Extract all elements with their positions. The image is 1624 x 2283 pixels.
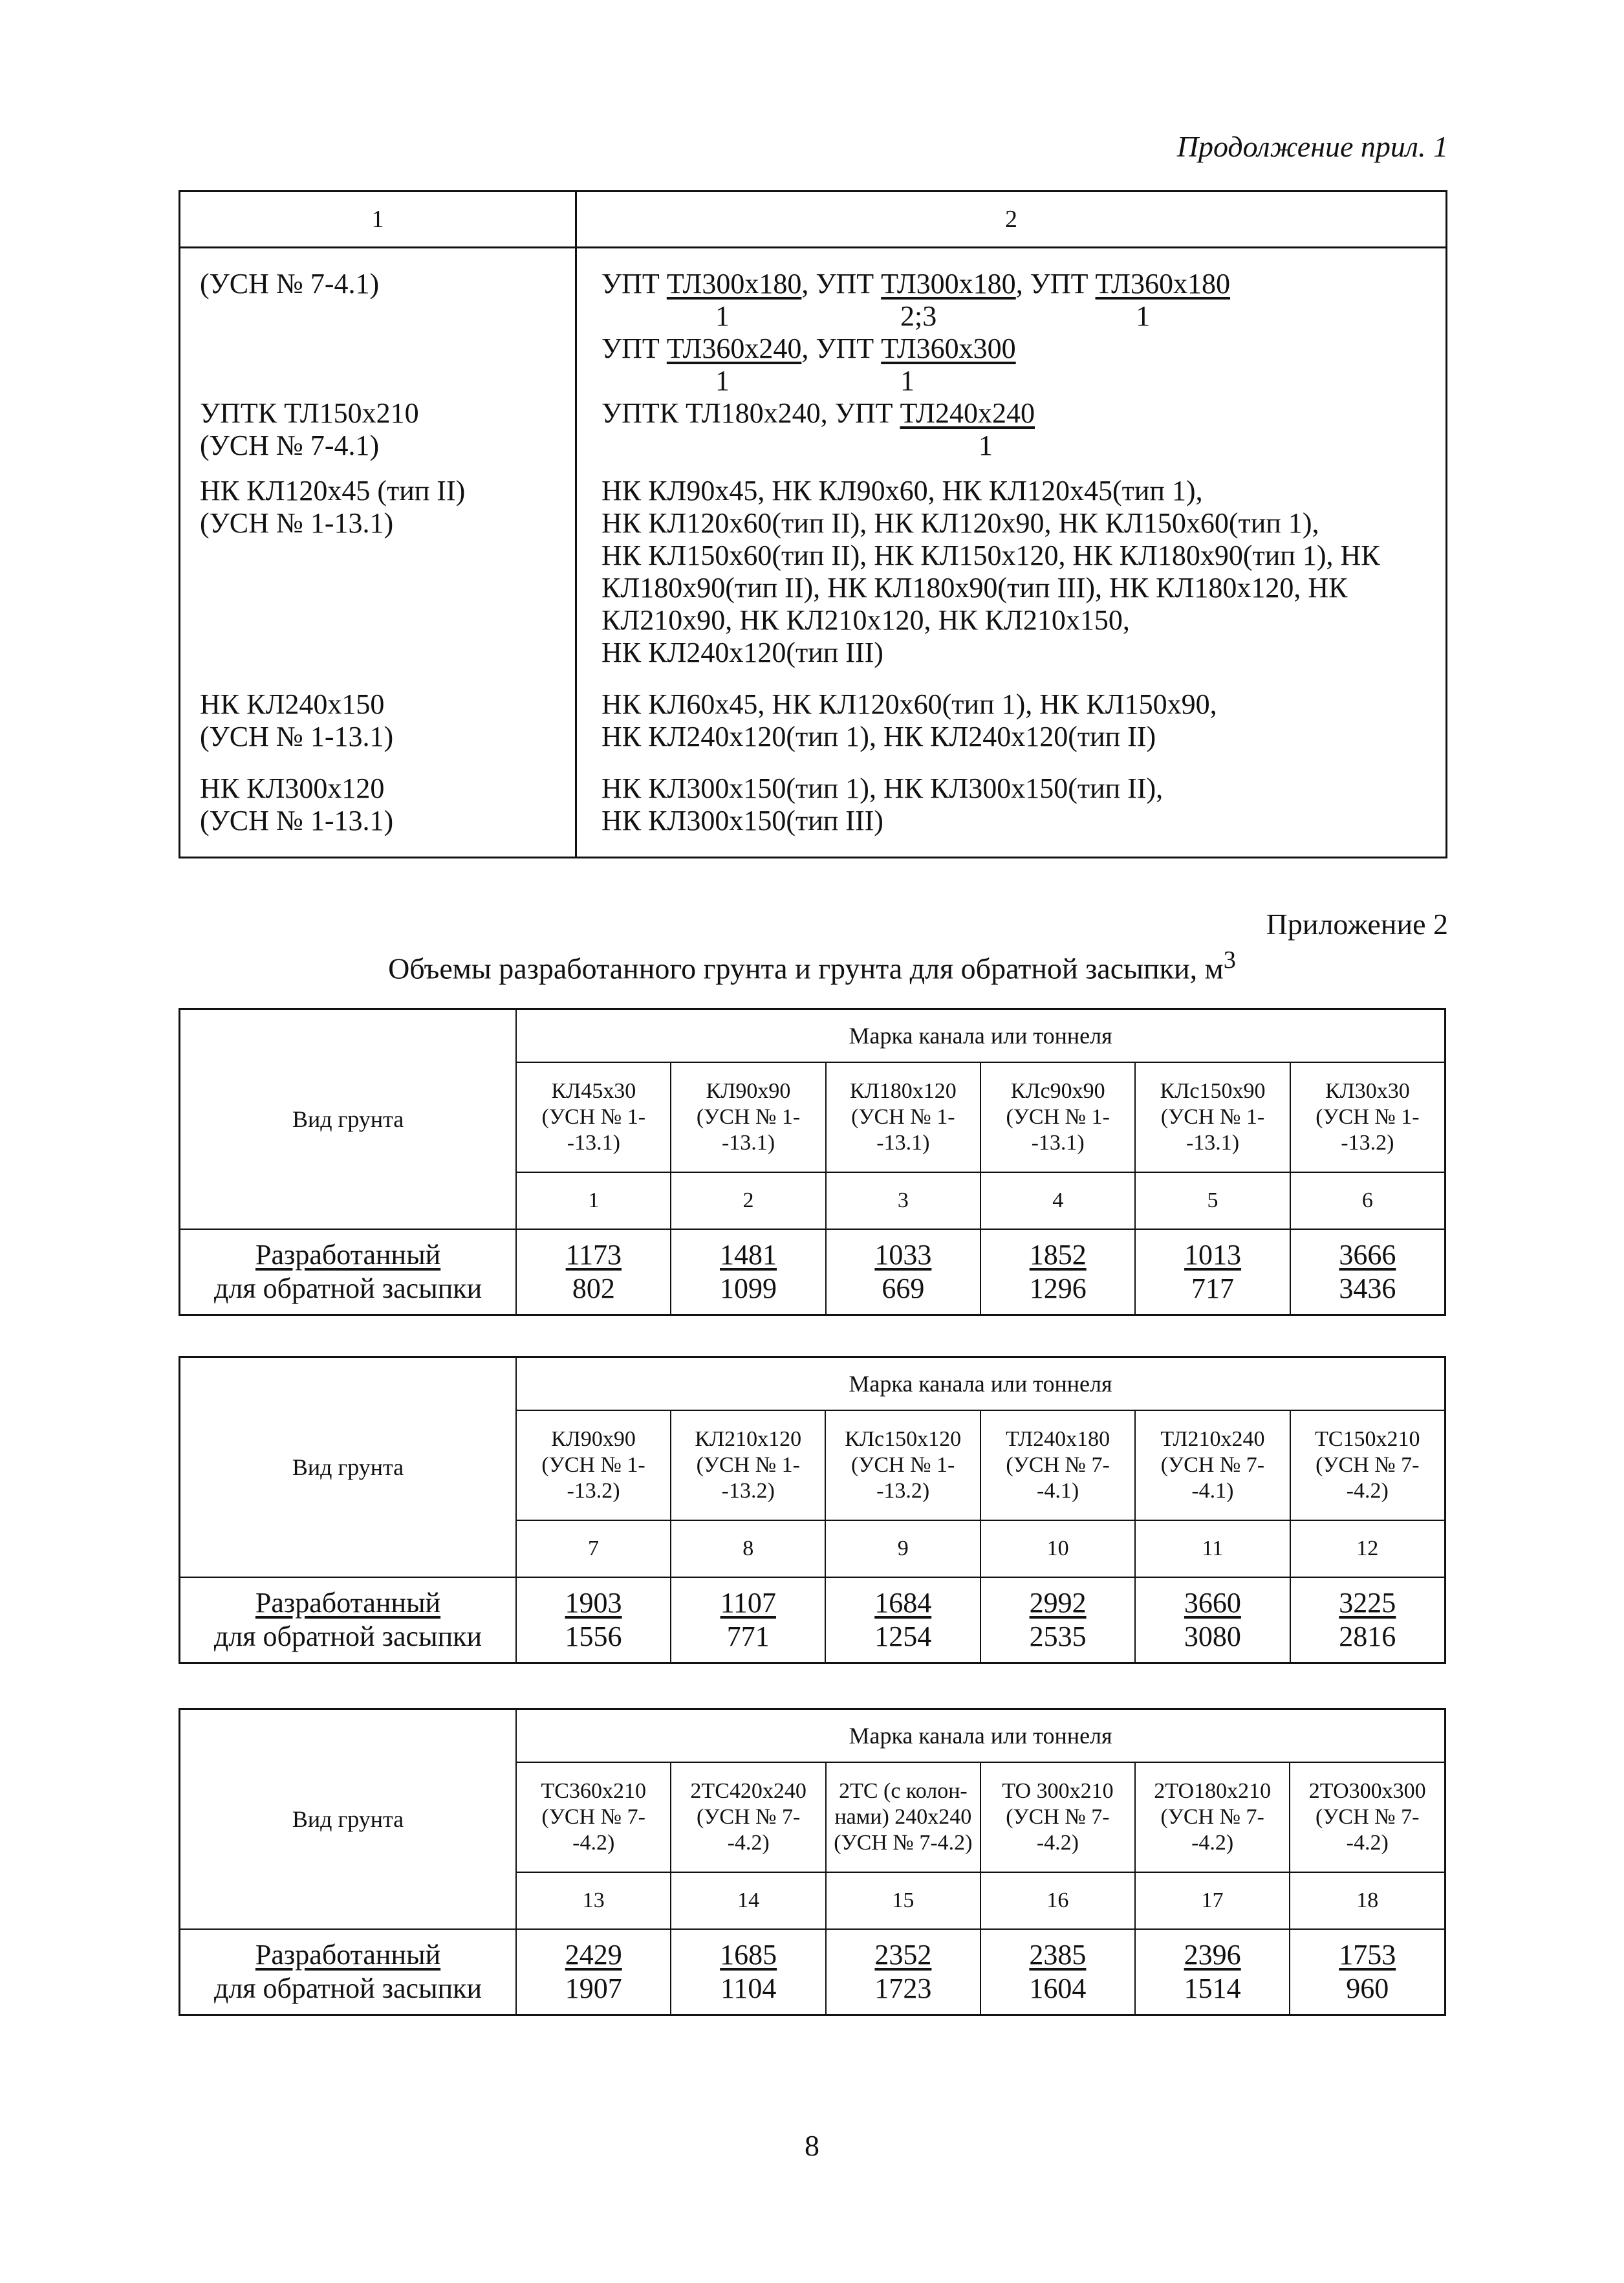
appendix-1-table [179, 190, 1447, 858]
page-number: 8 [805, 2129, 819, 2162]
row-right-line: НК КЛ120х60(тип II), НК КЛ120х90, НК КЛ150х60(тип 1), [601, 507, 1319, 539]
row-left-line: НК КЛ240х150 [200, 688, 385, 720]
appendix-2-label: Приложение 2 [1266, 908, 1448, 941]
soil-row-label: Разработанный для обратной засыпки [180, 1577, 517, 1663]
column-index: 16 [980, 1872, 1135, 1929]
channel-header: ТС150х210 (УСН № 7- -4.2) [1290, 1410, 1445, 1520]
volume-cell: 1107 771 [671, 1577, 825, 1663]
column-index: 13 [516, 1872, 671, 1929]
table-row [180, 248, 1447, 463]
row-left-line: (УСН № 7-4.1) [200, 430, 380, 461]
channel-header: ТЛ240х180 (УСН № 7- -4.1) [980, 1410, 1135, 1520]
column-index: 10 [980, 1520, 1135, 1577]
row-left-line: (УСН № 1-13.1) [200, 721, 394, 752]
column-index: 14 [671, 1872, 826, 1929]
volume-table-2 [179, 1356, 1446, 1664]
row-right-line: НК КЛ240х120(тип 1), НК КЛ240х120(тип II) [601, 721, 1156, 752]
row-left-line: (УСН № 7-4.1) [200, 268, 380, 300]
column-2-header: 2 [576, 191, 1447, 248]
table-row [180, 462, 1447, 669]
channel-header: КЛс90х90 (УСН № 1- -13.1) [980, 1062, 1135, 1172]
channel-header: КЛ210х120 (УСН № 1- -13.2) [671, 1410, 825, 1520]
column-1-header: 1 [180, 191, 576, 248]
column-index: 12 [1290, 1520, 1445, 1577]
soil-kind-header: Вид грунта [180, 1709, 517, 1930]
table-header-row [180, 191, 1447, 248]
appendix-title-superscript: 3 [1223, 946, 1236, 974]
volume-cell: 2396 1514 [1135, 1929, 1290, 2015]
column-index: 4 [980, 1172, 1135, 1229]
channel-header: КЛ90х90 (УСН № 1- -13.1) [671, 1062, 825, 1172]
volume-cell: 1903 1556 [516, 1577, 671, 1663]
column-index: 17 [1135, 1872, 1290, 1929]
volume-cell: 1033 669 [826, 1229, 980, 1315]
channel-header: 2ТС420х240 (УСН № 7- -4.2) [671, 1762, 826, 1872]
channel-header: ТО 300х210 (УСН № 7- -4.2) [980, 1762, 1135, 1872]
column-index: 7 [516, 1520, 671, 1577]
volume-cell: 1013 717 [1135, 1229, 1290, 1315]
row-right-line: НК КЛ150х60(тип II), НК КЛ150х120, НК КЛ180х90(тип 1), НК [601, 540, 1380, 571]
channel-header: 2ТО300х300 (УСН № 7- -4.2) [1290, 1762, 1445, 1872]
volume-cell: 1753 960 [1290, 1929, 1445, 2015]
row-left-line: НК КЛ300х120 [200, 772, 385, 804]
row-right-line: НК КЛ300х150(тип 1), НК КЛ300х150(тип II), [601, 772, 1164, 804]
volume-cell: 2352 1723 [826, 1929, 980, 2015]
fraction-denominators: 1 2;3 1 [601, 300, 1151, 332]
volume-table-1 [179, 1008, 1446, 1316]
channel-header: ТЛ210х240 (УСН № 7- -4.1) [1135, 1410, 1290, 1520]
channel-header: КЛ45х30 (УСН № 1- -13.1) [516, 1062, 671, 1172]
column-index: 2 [671, 1172, 825, 1229]
row-left-line: (УСН № 1-13.1) [200, 507, 394, 539]
channel-header: 2ТС (с колон- нами) 240х240 (УСН № 7-4.2) [826, 1762, 980, 1872]
channel-header: КЛс150х120 (УСН № 1- -13.2) [825, 1410, 980, 1520]
column-index: 9 [825, 1520, 980, 1577]
channel-mark-header: Марка канала или тоннеля [516, 1357, 1445, 1411]
volume-cell: 3225 2816 [1290, 1577, 1445, 1663]
row-right-line: УПТ ТЛ300х180, УПТ ТЛ300х180, УПТ ТЛ360х180 [601, 268, 1231, 300]
row-right-line: НК КЛ240х120(тип III) [601, 637, 883, 668]
column-index: 3 [826, 1172, 980, 1229]
column-index: 5 [1135, 1172, 1290, 1229]
volume-cell: 1852 1296 [980, 1229, 1135, 1315]
volume-cell: 1684 1254 [825, 1577, 980, 1663]
soil-row-label: Разработанный для обратной засыпки [180, 1229, 517, 1315]
channel-header: КЛ30х30 (УСН № 1- -13.2) [1290, 1062, 1445, 1172]
soil-kind-header: Вид грунта [180, 1009, 517, 1230]
channel-header: КЛ180х120 (УСН № 1- -13.1) [826, 1062, 980, 1172]
volume-cell: 3660 3080 [1135, 1577, 1290, 1663]
page-header-continuation: Продолжение прил. 1 [1176, 130, 1448, 163]
channel-header: КЛс150х90 (УСН № 1- -13.1) [1135, 1062, 1290, 1172]
fraction-denominators: 1 [601, 430, 993, 461]
row-right-line: НК КЛ90х45, НК КЛ90х60, НК КЛ120х45(тип 1), [601, 475, 1203, 507]
row-right-line: НК КЛ60х45, НК КЛ120х60(тип 1), НК КЛ150х90, [601, 688, 1217, 720]
volume-cell: 2385 1604 [980, 1929, 1135, 2015]
channel-mark-header: Марка канала или тоннеля [516, 1009, 1445, 1063]
volume-cell: 1173 802 [516, 1229, 671, 1315]
column-index: 6 [1290, 1172, 1445, 1229]
volume-cell: 1481 1099 [671, 1229, 825, 1315]
column-index: 1 [516, 1172, 671, 1229]
table-row [180, 753, 1447, 858]
row-right-line: НК КЛ300х150(тип III) [601, 805, 883, 836]
appendix-title-text: Объемы разработанного грунта и грунта для обратной засыпки, м [388, 952, 1224, 985]
row-right-line: КЛ210х90, НК КЛ210х120, НК КЛ210х150, [601, 604, 1130, 636]
fraction-denominators: 1 1 [601, 365, 915, 397]
row-right-line: КЛ180х90(тип II), НК КЛ180х90(тип III), НК КЛ180х120, НК [601, 572, 1348, 604]
soil-kind-header: Вид грунта [180, 1357, 517, 1578]
column-index: 8 [671, 1520, 825, 1577]
row-right-line: УПТ ТЛ360х240, УПТ ТЛ360х300 [601, 333, 1016, 364]
channel-header: 2ТО180х210 (УСН № 7- -4.2) [1135, 1762, 1290, 1872]
volume-cell: 2429 1907 [516, 1929, 671, 2015]
column-index: 18 [1290, 1872, 1445, 1929]
volume-table-3 [179, 1708, 1446, 2016]
volume-cell: 2992 2535 [980, 1577, 1135, 1663]
channel-mark-header: Марка канала или тоннеля [516, 1709, 1445, 1763]
soil-row-label: Разработанный для обратной засыпки [180, 1929, 517, 2015]
row-left-line: (УСН № 1-13.1) [200, 805, 394, 836]
table-row [180, 669, 1447, 753]
volume-cell: 1685 1104 [671, 1929, 826, 2015]
volume-cell: 3666 3436 [1290, 1229, 1445, 1315]
column-index: 15 [826, 1872, 980, 1929]
channel-header: КЛ90х90 (УСН № 1- -13.2) [516, 1410, 671, 1520]
row-left-line: УПТК ТЛ150х210 [200, 397, 419, 429]
channel-header: ТС360х210 (УСН № 7- -4.2) [516, 1762, 671, 1872]
row-left-line: НК КЛ120х45 (тип II) [200, 475, 466, 507]
row-right-line: УПТК ТЛ180х240, УПТ ТЛ240х240 [601, 397, 1035, 429]
column-index: 11 [1135, 1520, 1290, 1577]
appendix-2-title [0, 946, 1624, 985]
